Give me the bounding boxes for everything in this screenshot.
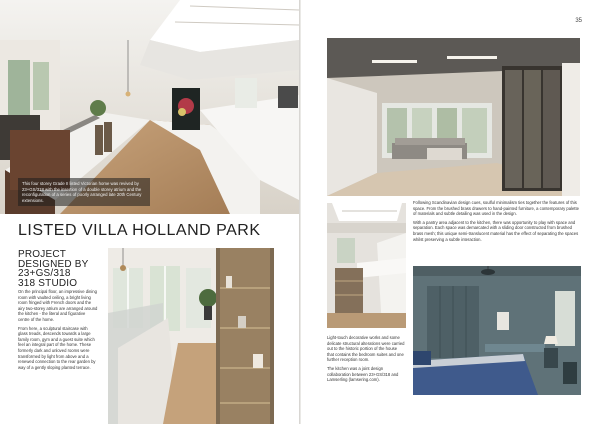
- credit-line: 23+GS/318: [18, 268, 71, 279]
- bedroom-photo: [413, 266, 581, 395]
- atrium-staircase-photo: [108, 248, 274, 424]
- left-body-text: [18, 289, 98, 373]
- credit-line: 318 STUDIO: [18, 277, 78, 289]
- left-page: [0, 0, 299, 424]
- right-lower-text: [327, 335, 405, 386]
- project-credit: [18, 250, 89, 288]
- living-room-photo: [327, 38, 580, 196]
- body-paragraph: The kitchen was a joint design collaboration between 23+GS/318 and Lamserling (lamsering.com).: [327, 365, 399, 383]
- photo-caption: This four storey Grade II listed Victorian home was revived by 23+GS/318 with the insertion of a double storey atrium and the reconfiguration of a series of poorly arranged late 20th Century extensions.: [18, 178, 150, 206]
- page-number: 35: [575, 18, 582, 24]
- skylight-atrium-photo: [327, 203, 406, 328]
- body-paragraph: Light-touch decorative works and some delicate structural alterations were carried out to the historic portion of the house that contains the bedroom suites and one further reception room.: [327, 335, 405, 363]
- body-paragraph: Following Scandinavian design cues, soulful minimalism ties together the features of this space. From the brushed brass drawers to hand-painted furniture, a contemporary palette of materials and subtle detailing was used in the design.: [413, 200, 579, 217]
- credit-line: PROJECT: [18, 249, 67, 260]
- right-page: [301, 0, 600, 424]
- right-upper-text: [413, 200, 581, 245]
- body-paragraph: From here, a sculptural staircase with glass treads, descends towards a large family room, gym and a guest suite which feel an integral part of the home. These formerly dark and unloved rooms were transformed by light from above and a renewed connection to the rear garden by way of a gently sloping planted terrace.: [18, 325, 96, 370]
- credit-line: DESIGNED BY: [18, 258, 89, 270]
- article-headline: LISTED VILLA HOLLAND PARK: [18, 222, 261, 239]
- body-paragraph: On the principal floor, an impressive dining room with vaulted ceiling, a bright living room fringed with French doors and the airy two-storey atrium are arranged around the kitchen - the literal and figurative centre of the home.: [18, 289, 98, 322]
- body-paragraph: With a pantry area adjacent to the kitchen, there was opportunity to play with space and separation. Each space was demarcated with a sliding door constructed from brushed brass mesh; this unique semi-translucent material has the effect of separating the spaces whilst preserving a subtle interaction.: [413, 219, 579, 242]
